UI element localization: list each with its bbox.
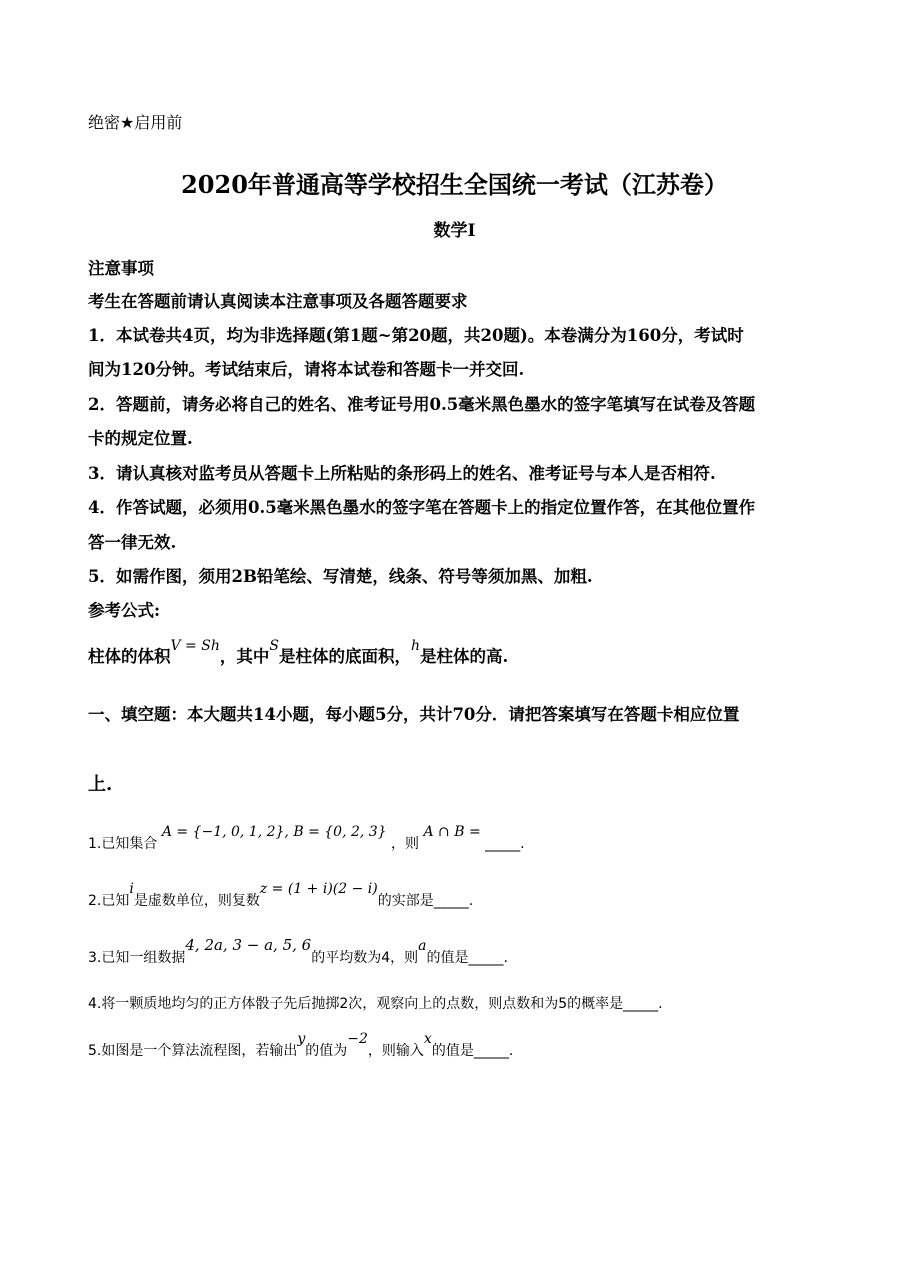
q1-math-intersection: A ∩ B =: [423, 824, 481, 840]
q1-math-sets: A = {−1, 0, 1, 2}, B = {0, 2, 3}: [161, 824, 387, 840]
q2-math-z: z = (1 + i)(2 − i): [259, 881, 378, 897]
notes-intro: 考生在答题前请认真阅读本注意事项及各题答题要求: [88, 292, 468, 311]
q3-text-b: 的平均数为4，则: [311, 950, 419, 966]
question-5: [88, 1031, 514, 1060]
q5-text-c: ，则输入: [367, 1043, 424, 1059]
notes-item-4-line-1: 4．作答试题，必须用0.5毫米黑色墨水的签字笔在答题卡上的指定位置作答，在其他位置作: [88, 498, 756, 517]
q5-text-a: 5.如图是一个算法流程图，若输出: [88, 1043, 298, 1059]
q3-text-a: 3.已知一组数据: [88, 950, 186, 966]
q2-text-b: 是虚数单位，则复数: [133, 893, 260, 909]
question-2: [88, 881, 474, 910]
formula-heading: 参考公式:: [88, 601, 161, 620]
q4-text: 4.将一颗质地均匀的正方体骰子先后抛掷2次，观察向上的点数，则点数和为5的概率是_____.: [88, 996, 663, 1012]
notes-item-4-line-2: 答一律无效.: [88, 533, 177, 552]
formula-text-1: 柱体的体积: [88, 647, 171, 666]
q3-text-c: 的值是_____.: [426, 950, 508, 966]
question-1: [88, 824, 525, 853]
q5-text-d: 的值是_____.: [431, 1043, 514, 1059]
notes-item-3: 3．请认真核对监考员从答题卡上所粘贴的条形码上的姓名、准考证号与本人是否相符.: [88, 464, 716, 483]
notes-item-2-line-1: 2．答题前，请务必将自己的姓名、准考证号用0.5毫米黑色墨水的签字笔填写在试卷及答题: [88, 395, 756, 414]
question-4: [88, 993, 663, 1013]
formula-math-volume: V = Sh: [170, 638, 220, 654]
formula-text-4: 是柱体的高.: [419, 647, 509, 666]
notes-item-1-line-1: 1．本试卷共4页，均为非选择题(第1题~第20题，共20题)。本卷满分为160分，考试时: [88, 326, 744, 345]
q5-math-value: −2: [347, 1031, 368, 1047]
q1-text-a: 1.已知集合: [88, 836, 158, 852]
confidential-label: 绝密★启用前: [88, 113, 183, 132]
notes-item-5: 5．如需作图，须用2B铅笔绘、写清楚，线条、符号等须加黑、加粗.: [88, 567, 593, 586]
exam-title: 2020年普通高等学校招生全国统一考试（江苏卷）: [181, 170, 728, 199]
q1-text-c: _____.: [485, 836, 525, 852]
q5-math-x: x: [423, 1031, 432, 1047]
q5-text-b: 的值为: [305, 1043, 348, 1059]
section-heading-line-1: 一、填空题：本大题共14小题，每小题5分，共计70分．请把答案填写在答题卡相应位置: [88, 705, 740, 724]
question-3: [88, 936, 508, 967]
exam-subtitle: 数学I: [433, 221, 476, 241]
formula-text-2: ，其中: [219, 647, 270, 666]
q1-text-b: ，则: [391, 836, 420, 852]
q3-math-a: a: [418, 938, 427, 954]
q2-text-a: 2.已知: [88, 893, 130, 909]
q2-text-c: 的实部是_____.: [377, 893, 474, 909]
section-heading-line-2: 上.: [88, 774, 113, 795]
q2-math-i: i: [129, 881, 134, 897]
formula-math-s: S: [269, 638, 279, 654]
formula-text-3: 是柱体的底面积，: [278, 647, 411, 666]
q5-math-y: y: [297, 1031, 306, 1047]
notes-item-1-line-2: 间为120分钟。考试结束后，请将本试卷和答题卡一并交回.: [88, 360, 525, 379]
formula-line: [88, 638, 509, 667]
formula-math-h: h: [410, 638, 420, 654]
q3-math-data: 4, 2a, 3 − a, 5, 6: [185, 936, 312, 954]
notes-item-2-line-2: 卡的规定位置.: [88, 429, 193, 448]
notes-heading: 注意事项: [88, 259, 154, 278]
